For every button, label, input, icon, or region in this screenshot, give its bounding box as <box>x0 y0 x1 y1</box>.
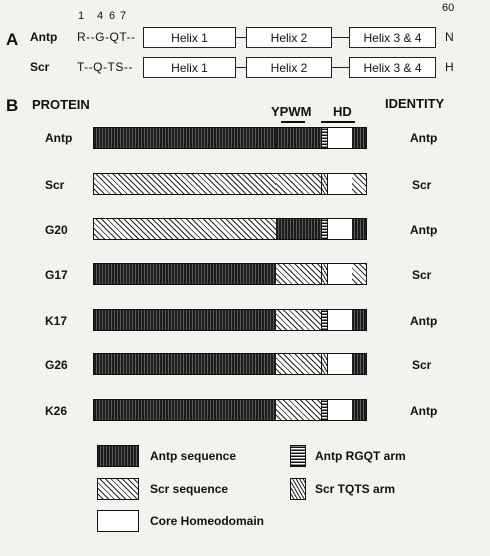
n-terminal-arm-scr-arm <box>321 354 328 374</box>
row-protein-name: Antp <box>45 131 73 145</box>
construct-bar <box>93 173 367 195</box>
protein-column-header: PROTEIN <box>32 97 90 112</box>
n-terminal-region-antp <box>94 128 276 148</box>
legend-antp-arm-swatch <box>290 445 306 467</box>
residue-number-7: 7 <box>120 10 127 22</box>
legend-scr-arm-swatch <box>290 478 306 500</box>
hd-label: HD <box>333 104 352 119</box>
ypwm-region-scr <box>276 354 321 374</box>
panel-a-letter: A <box>6 30 19 49</box>
row-identity: Antp <box>410 223 438 237</box>
hd-indicator-line <box>321 121 355 123</box>
core-homeodomain-core <box>328 354 352 374</box>
row-protein-name: K17 <box>45 314 68 328</box>
n-terminal-region-scr <box>94 219 276 239</box>
row-identity: Antp <box>410 131 438 145</box>
row-protein-name: Scr <box>45 178 65 192</box>
row-protein-name: K26 <box>45 404 68 418</box>
panel-b-letter: B <box>6 96 19 115</box>
n-terminal-arm-antp-arm <box>321 128 328 148</box>
panel-a-antp-end-residue: N <box>445 30 455 44</box>
residue-number-4: 4 <box>97 10 104 22</box>
panel-a-scr-end-residue: H <box>445 60 455 74</box>
n-terminal-arm-scr-arm <box>321 264 328 284</box>
row-identity: Scr <box>412 358 432 372</box>
n-terminal-region-antp <box>94 310 276 330</box>
residue-number-1: 1 <box>78 10 85 22</box>
panel-a-antp-label: Antp <box>30 30 58 44</box>
panel-a-scr-label: Scr <box>30 60 50 74</box>
legend-core-swatch <box>97 510 139 532</box>
c-terminal-region-antp <box>352 310 367 330</box>
n-terminal-arm-scr-arm <box>321 174 328 194</box>
identity-column-header: IDENTITY <box>385 96 445 111</box>
ypwm-region-scr <box>276 264 321 284</box>
row-identity: Scr <box>412 268 432 282</box>
construct-bar <box>93 263 367 285</box>
n-terminal-region-scr <box>94 174 276 194</box>
row-identity: Antp <box>410 404 438 418</box>
construct-bar <box>93 309 367 331</box>
antp-linker-2 <box>332 37 349 38</box>
scr-helix-1: Helix 1 <box>143 57 236 78</box>
ypwm-region-scr <box>276 400 321 420</box>
ypwm-region-scr <box>276 174 321 194</box>
n-terminal-region-antp <box>94 354 276 374</box>
core-homeodomain-core <box>328 128 352 148</box>
row-identity: Scr <box>412 178 432 192</box>
c-terminal-region-antp <box>352 219 367 239</box>
legend-scr-sequence: Scr sequence <box>150 482 229 496</box>
construct-bar <box>93 218 367 240</box>
core-homeodomain-core <box>328 264 352 284</box>
c-terminal-region-scr <box>352 174 367 194</box>
legend-antp-swatch <box>97 445 139 467</box>
antp-helix-3-4: Helix 3 & 4 <box>349 27 436 48</box>
construct-bar <box>93 127 367 149</box>
row-protein-name: G20 <box>45 223 68 237</box>
core-homeodomain-core <box>328 174 352 194</box>
residue-number-60: 60 <box>442 2 455 14</box>
antp-linker-1 <box>236 37 246 38</box>
scr-helix-2: Helix 2 <box>246 57 332 78</box>
antp-helix-1: Helix 1 <box>143 27 236 48</box>
ypwm-label: YPWM <box>271 104 312 119</box>
antp-helix-2: Helix 2 <box>246 27 332 48</box>
core-homeodomain-core <box>328 219 352 239</box>
ypwm-region-antp <box>276 128 321 148</box>
residue-number-6: 6 <box>109 10 116 22</box>
core-homeodomain-core <box>328 400 352 420</box>
legend-scr-arm: Scr TQTS arm <box>315 482 396 496</box>
n-terminal-region-antp <box>94 264 276 284</box>
n-terminal-arm-antp-arm <box>321 310 328 330</box>
n-terminal-arm-antp-arm <box>321 400 328 420</box>
ypwm-region-antp <box>276 219 321 239</box>
c-terminal-region-antp <box>352 354 367 374</box>
construct-bar <box>93 353 367 375</box>
legend-core-homeodomain: Core Homeodomain <box>150 514 265 528</box>
c-terminal-region-antp <box>352 400 367 420</box>
core-homeodomain-core <box>328 310 352 330</box>
ypwm-indicator-line <box>281 121 305 123</box>
legend-scr-swatch <box>97 478 139 500</box>
panel-a-scr-sequence: T--Q-TS-- <box>77 60 133 74</box>
scr-linker-1 <box>236 67 246 68</box>
row-protein-name: G17 <box>45 268 68 282</box>
c-terminal-region-antp <box>352 128 367 148</box>
row-protein-name: G26 <box>45 358 68 372</box>
ypwm-region-scr <box>276 310 321 330</box>
c-terminal-region-scr <box>352 264 367 284</box>
row-identity: Antp <box>410 314 438 328</box>
n-terminal-arm-antp-arm <box>321 219 328 239</box>
construct-bar <box>93 399 367 421</box>
panel-a-antp-sequence: R--G-QT-- <box>77 30 136 44</box>
legend-antp-sequence: Antp sequence <box>150 449 237 463</box>
n-terminal-region-antp <box>94 400 276 420</box>
scr-linker-2 <box>332 67 349 68</box>
legend-antp-arm: Antp RGQT arm <box>315 449 406 463</box>
scr-helix-3-4: Helix 3 & 4 <box>349 57 436 78</box>
